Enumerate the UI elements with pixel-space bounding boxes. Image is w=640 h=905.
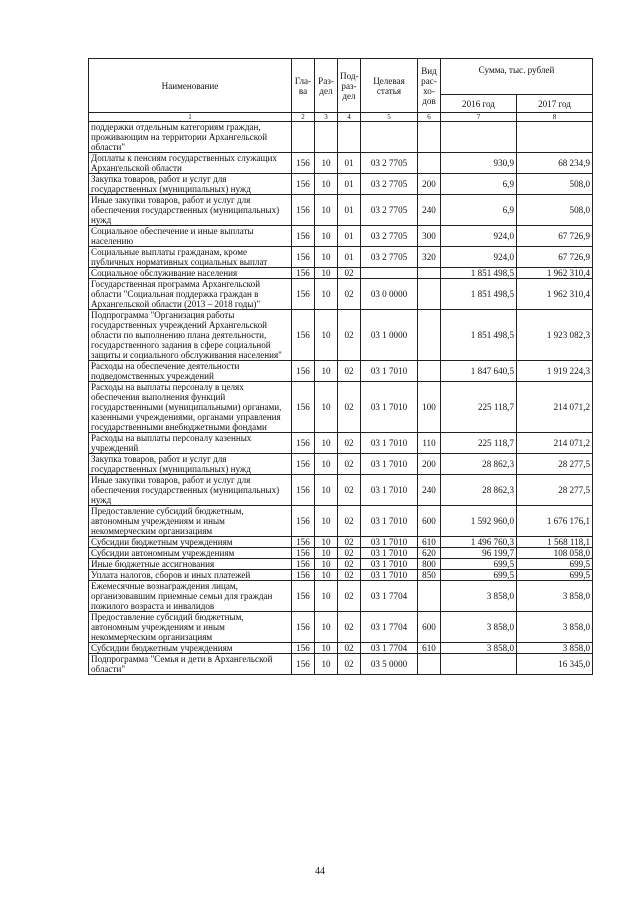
row-amount-2017: 508,0 xyxy=(517,174,593,195)
row-chapter: 156 xyxy=(292,433,315,454)
row-subsection: 02 xyxy=(338,612,361,643)
row-amount-2016: 3 858,0 xyxy=(441,581,517,612)
row-amount-2016: 1 851 498,5 xyxy=(441,279,517,310)
table-row xyxy=(89,506,593,537)
row-amount-2016: 3 858,0 xyxy=(441,643,517,654)
row-amount-2016: 699,5 xyxy=(441,559,517,570)
row-subsection: 02 xyxy=(338,382,361,433)
row-amount-2016 xyxy=(441,122,517,153)
row-subsection: 02 xyxy=(338,537,361,548)
row-amount-2016: 225 118,7 xyxy=(441,382,517,433)
table-row xyxy=(89,279,593,310)
row-section: 10 xyxy=(315,268,338,279)
row-target-article: 03 1 7010 xyxy=(361,570,418,581)
table-row xyxy=(89,570,593,581)
row-name: Подпрограмма "Семья и дети в Архангельской области" xyxy=(89,654,292,675)
row-expense-type: 610 xyxy=(418,643,441,654)
table-row xyxy=(89,361,593,382)
row-expense-type: 240 xyxy=(418,475,441,506)
row-section: 10 xyxy=(315,153,338,174)
row-amount-2016: 28 862,3 xyxy=(441,454,517,475)
table-row xyxy=(89,581,593,612)
row-amount-2016: 1 851 498,5 xyxy=(441,310,517,361)
header-chapter: Гла- ва xyxy=(292,59,315,113)
page-number: 44 xyxy=(315,866,325,877)
row-target-article: 03 2 7705 xyxy=(361,247,418,268)
row-section: 10 xyxy=(315,226,338,247)
row-expense-type: 620 xyxy=(418,548,441,559)
table-row xyxy=(89,548,593,559)
row-chapter: 156 xyxy=(292,247,315,268)
row-target-article: 03 1 7010 xyxy=(361,433,418,454)
row-name: Доплаты к пенсиям государственных служащих Архангельской области xyxy=(89,153,292,174)
header-year-2017: 2017 год xyxy=(517,95,593,113)
row-target-article: 03 1 7704 xyxy=(361,581,418,612)
row-chapter: 156 xyxy=(292,537,315,548)
row-target-article: 03 2 7705 xyxy=(361,153,418,174)
row-amount-2017: 214 071,2 xyxy=(517,433,593,454)
row-target-article: 03 1 7010 xyxy=(361,559,418,570)
row-chapter: 156 xyxy=(292,548,315,559)
row-amount-2017: 108 058,0 xyxy=(517,548,593,559)
row-amount-2016: 1 496 760,3 xyxy=(441,537,517,548)
row-subsection: 01 xyxy=(338,195,361,226)
table-header xyxy=(89,59,593,122)
row-section: 10 xyxy=(315,382,338,433)
header-sum: Сумма, тыс. рублей xyxy=(441,59,593,95)
row-amount-2017: 699,5 xyxy=(517,559,593,570)
row-amount-2017: 3 858,0 xyxy=(517,581,593,612)
table-row xyxy=(89,559,593,570)
row-chapter xyxy=(292,122,315,153)
row-name: Предоставление субсидий бюджетным, автономным учреждениям и иным некоммерческим организациям xyxy=(89,612,292,643)
table-row xyxy=(89,174,593,195)
table-row xyxy=(89,612,593,643)
row-expense-type xyxy=(418,581,441,612)
row-chapter: 156 xyxy=(292,195,315,226)
row-chapter: 156 xyxy=(292,581,315,612)
row-target-article xyxy=(361,268,418,279)
row-amount-2016: 28 862,3 xyxy=(441,475,517,506)
row-section xyxy=(315,122,338,153)
row-amount-2017: 508,0 xyxy=(517,195,593,226)
row-amount-2016 xyxy=(441,654,517,675)
column-number: 7 xyxy=(441,113,517,122)
row-amount-2016: 3 858,0 xyxy=(441,612,517,643)
row-target-article: 03 2 7705 xyxy=(361,195,418,226)
row-amount-2017: 1 962 310,4 xyxy=(517,268,593,279)
row-target-article: 03 1 7704 xyxy=(361,643,418,654)
row-amount-2016: 225 118,7 xyxy=(441,433,517,454)
row-target-article: 03 1 7010 xyxy=(361,548,418,559)
row-amount-2016: 6,9 xyxy=(441,195,517,226)
column-number: 8 xyxy=(517,113,593,122)
row-expense-type: 610 xyxy=(418,537,441,548)
row-expense-type xyxy=(418,279,441,310)
row-chapter: 156 xyxy=(292,654,315,675)
row-expense-type: 200 xyxy=(418,174,441,195)
row-target-article: 03 1 7010 xyxy=(361,475,418,506)
row-name: Субсидии бюджетным учреждениям xyxy=(89,537,292,548)
row-name: Уплата налогов, сборов и иных платежей xyxy=(89,570,292,581)
row-section: 10 xyxy=(315,454,338,475)
row-target-article: 03 2 7705 xyxy=(361,174,418,195)
row-expense-type: 850 xyxy=(418,570,441,581)
row-name: Иные бюджетные ассигнования xyxy=(89,559,292,570)
row-section: 10 xyxy=(315,612,338,643)
row-expense-type xyxy=(418,361,441,382)
row-chapter: 156 xyxy=(292,174,315,195)
row-name: Государственная программа Архангельской области "Социальная поддержка граждан в Архангельской области (2013 – 2018 годы)" xyxy=(89,279,292,310)
row-subsection: 01 xyxy=(338,174,361,195)
row-subsection: 01 xyxy=(338,247,361,268)
row-expense-type: 600 xyxy=(418,612,441,643)
row-chapter: 156 xyxy=(292,382,315,433)
header-name: Наименование xyxy=(89,59,292,113)
row-expense-type: 240 xyxy=(418,195,441,226)
table-row xyxy=(89,454,593,475)
row-target-article: 03 1 7010 xyxy=(361,361,418,382)
row-expense-type: 300 xyxy=(418,226,441,247)
row-amount-2017: 1 676 176,1 xyxy=(517,506,593,537)
header-year-2016: 2016 год xyxy=(441,95,517,113)
row-name: Закупка товаров, работ и услуг для государственных (муниципальных) нужд xyxy=(89,454,292,475)
row-section: 10 xyxy=(315,279,338,310)
column-number: 2 xyxy=(292,113,315,122)
row-expense-type: 100 xyxy=(418,382,441,433)
table-row xyxy=(89,310,593,361)
row-expense-type xyxy=(418,122,441,153)
column-number: 4 xyxy=(338,113,361,122)
table-body xyxy=(89,122,593,675)
budget-table xyxy=(88,58,593,675)
row-name: Закупка товаров, работ и услуг для государственных (муниципальных) нужд xyxy=(89,174,292,195)
row-subsection: 02 xyxy=(338,570,361,581)
row-section: 10 xyxy=(315,310,338,361)
row-subsection: 02 xyxy=(338,433,361,454)
row-name: Социальное обслуживание населения xyxy=(89,268,292,279)
row-chapter: 156 xyxy=(292,153,315,174)
row-amount-2017: 28 277,5 xyxy=(517,475,593,506)
header-expense-type: Вид рас- хо- дов xyxy=(418,59,441,113)
row-expense-type: 600 xyxy=(418,506,441,537)
row-amount-2017: 16 345,0 xyxy=(517,654,593,675)
row-amount-2017: 1 568 118,1 xyxy=(517,537,593,548)
row-subsection: 02 xyxy=(338,310,361,361)
row-name: Подпрограмма "Организация работы государственных учреждений Архангельской области по выполнению плана деятельности, государственного задания в сфере социальной защиты и социального обслуживания населения" xyxy=(89,310,292,361)
row-target-article: 03 1 7010 xyxy=(361,537,418,548)
table-row xyxy=(89,537,593,548)
row-chapter: 156 xyxy=(292,310,315,361)
header-section: Раз- дел xyxy=(315,59,338,113)
row-amount-2016: 1 851 498,5 xyxy=(441,268,517,279)
row-subsection: 02 xyxy=(338,643,361,654)
row-name: Расходы на выплаты персоналу казенных учреждений xyxy=(89,433,292,454)
row-expense-type: 320 xyxy=(418,247,441,268)
row-chapter: 156 xyxy=(292,506,315,537)
row-expense-type xyxy=(418,153,441,174)
row-expense-type xyxy=(418,654,441,675)
row-expense-type: 200 xyxy=(418,454,441,475)
row-amount-2017: 1 962 310,4 xyxy=(517,279,593,310)
row-amount-2017: 214 071,2 xyxy=(517,382,593,433)
row-subsection: 02 xyxy=(338,548,361,559)
row-subsection: 02 xyxy=(338,454,361,475)
row-section: 10 xyxy=(315,195,338,226)
row-name: Предоставление субсидий бюджетным, автономным учреждениям и иным некоммерческим организациям xyxy=(89,506,292,537)
row-chapter: 156 xyxy=(292,454,315,475)
table-row xyxy=(89,475,593,506)
row-section: 10 xyxy=(315,174,338,195)
row-amount-2016: 699,5 xyxy=(441,570,517,581)
row-section: 10 xyxy=(315,581,338,612)
row-expense-type: 110 xyxy=(418,433,441,454)
row-amount-2017: 1 919 224,3 xyxy=(517,361,593,382)
row-chapter: 156 xyxy=(292,559,315,570)
row-target-article: 03 5 0000 xyxy=(361,654,418,675)
row-amount-2016: 930,9 xyxy=(441,153,517,174)
row-chapter: 156 xyxy=(292,475,315,506)
row-section: 10 xyxy=(315,643,338,654)
row-section: 10 xyxy=(315,654,338,675)
row-amount-2017 xyxy=(517,122,593,153)
row-target-article: 03 1 7010 xyxy=(361,454,418,475)
row-chapter: 156 xyxy=(292,226,315,247)
row-amount-2016: 1 847 640,5 xyxy=(441,361,517,382)
row-subsection: 02 xyxy=(338,279,361,310)
row-amount-2017: 1 923 082,3 xyxy=(517,310,593,361)
row-amount-2017: 3 858,0 xyxy=(517,612,593,643)
table-row xyxy=(89,654,593,675)
table-row xyxy=(89,433,593,454)
row-target-article: 03 1 7010 xyxy=(361,506,418,537)
table-row xyxy=(89,153,593,174)
row-subsection: 01 xyxy=(338,226,361,247)
row-chapter: 156 xyxy=(292,643,315,654)
row-target-article xyxy=(361,122,418,153)
row-name: Субсидии автономным учреждениям xyxy=(89,548,292,559)
table-row xyxy=(89,268,593,279)
row-amount-2016: 1 592 960,0 xyxy=(441,506,517,537)
row-section: 10 xyxy=(315,475,338,506)
row-section: 10 xyxy=(315,548,338,559)
row-name: Ежемесячные вознаграждения лицам, организовавшим приемные семьи для граждан пожилого возраста и инвалидов xyxy=(89,581,292,612)
row-name: Субсидии бюджетным учреждениям xyxy=(89,643,292,654)
row-amount-2016: 96 199,7 xyxy=(441,548,517,559)
row-chapter: 156 xyxy=(292,612,315,643)
row-amount-2017: 699,5 xyxy=(517,570,593,581)
row-amount-2017: 67 726,9 xyxy=(517,226,593,247)
row-name: Расходы на выплаты персоналу в целях обеспечения выполнения функций государственными (муниципальными) органами, казенными учреждениями, органами управления государственными внебюджетными фондами xyxy=(89,382,292,433)
row-target-article: 03 1 7704 xyxy=(361,612,418,643)
column-number-row xyxy=(89,113,593,122)
row-chapter: 156 xyxy=(292,570,315,581)
row-subsection: 01 xyxy=(338,153,361,174)
row-section: 10 xyxy=(315,361,338,382)
row-section: 10 xyxy=(315,433,338,454)
row-expense-type xyxy=(418,268,441,279)
row-subsection: 02 xyxy=(338,506,361,537)
table-row xyxy=(89,247,593,268)
row-expense-type xyxy=(418,310,441,361)
row-section: 10 xyxy=(315,537,338,548)
row-amount-2016: 924,0 xyxy=(441,247,517,268)
row-name: Иные закупки товаров, работ и услуг для обеспечения государственных (муниципальных) нужд xyxy=(89,475,292,506)
row-section: 10 xyxy=(315,570,338,581)
row-name: Социальные выплаты гражданам, кроме публичных нормативных социальных выплат xyxy=(89,247,292,268)
column-number: 6 xyxy=(418,113,441,122)
row-chapter: 156 xyxy=(292,361,315,382)
row-subsection: 02 xyxy=(338,654,361,675)
row-subsection: 02 xyxy=(338,559,361,570)
row-subsection: 02 xyxy=(338,361,361,382)
header-target-article: Целевая статья xyxy=(361,59,418,113)
row-name: Иные закупки товаров, работ и услуг для обеспечения государственных (муниципальных) нужд xyxy=(89,195,292,226)
row-expense-type: 800 xyxy=(418,559,441,570)
row-target-article: 03 0 0000 xyxy=(361,279,418,310)
row-amount-2017: 3 858,0 xyxy=(517,643,593,654)
table-row xyxy=(89,382,593,433)
row-amount-2017: 67 726,9 xyxy=(517,247,593,268)
column-number: 3 xyxy=(315,113,338,122)
row-target-article: 03 2 7705 xyxy=(361,226,418,247)
row-section: 10 xyxy=(315,559,338,570)
row-section: 10 xyxy=(315,506,338,537)
row-chapter: 156 xyxy=(292,268,315,279)
row-subsection: 02 xyxy=(338,581,361,612)
column-number: 1 xyxy=(89,113,292,122)
row-name: Социальное обеспечение и иные выплаты населению xyxy=(89,226,292,247)
row-target-article: 03 1 0000 xyxy=(361,310,418,361)
row-name: поддержки отдельным категориям граждан, проживающим на территории Архангельской области" xyxy=(89,122,292,153)
row-subsection: 02 xyxy=(338,475,361,506)
row-subsection: 02 xyxy=(338,268,361,279)
row-target-article: 03 1 7010 xyxy=(361,382,418,433)
row-subsection xyxy=(338,122,361,153)
column-number: 5 xyxy=(361,113,418,122)
row-section: 10 xyxy=(315,247,338,268)
header-subsection: Под- раз- дел xyxy=(338,59,361,113)
table-row xyxy=(89,122,593,153)
table-row xyxy=(89,643,593,654)
row-name: Расходы на обеспечение деятельности подведомственных учреждений xyxy=(89,361,292,382)
row-amount-2017: 68 234,9 xyxy=(517,153,593,174)
row-amount-2017: 28 277,5 xyxy=(517,454,593,475)
row-amount-2016: 6,9 xyxy=(441,174,517,195)
row-amount-2016: 924,0 xyxy=(441,226,517,247)
table-row xyxy=(89,226,593,247)
table-row xyxy=(89,195,593,226)
row-chapter: 156 xyxy=(292,279,315,310)
